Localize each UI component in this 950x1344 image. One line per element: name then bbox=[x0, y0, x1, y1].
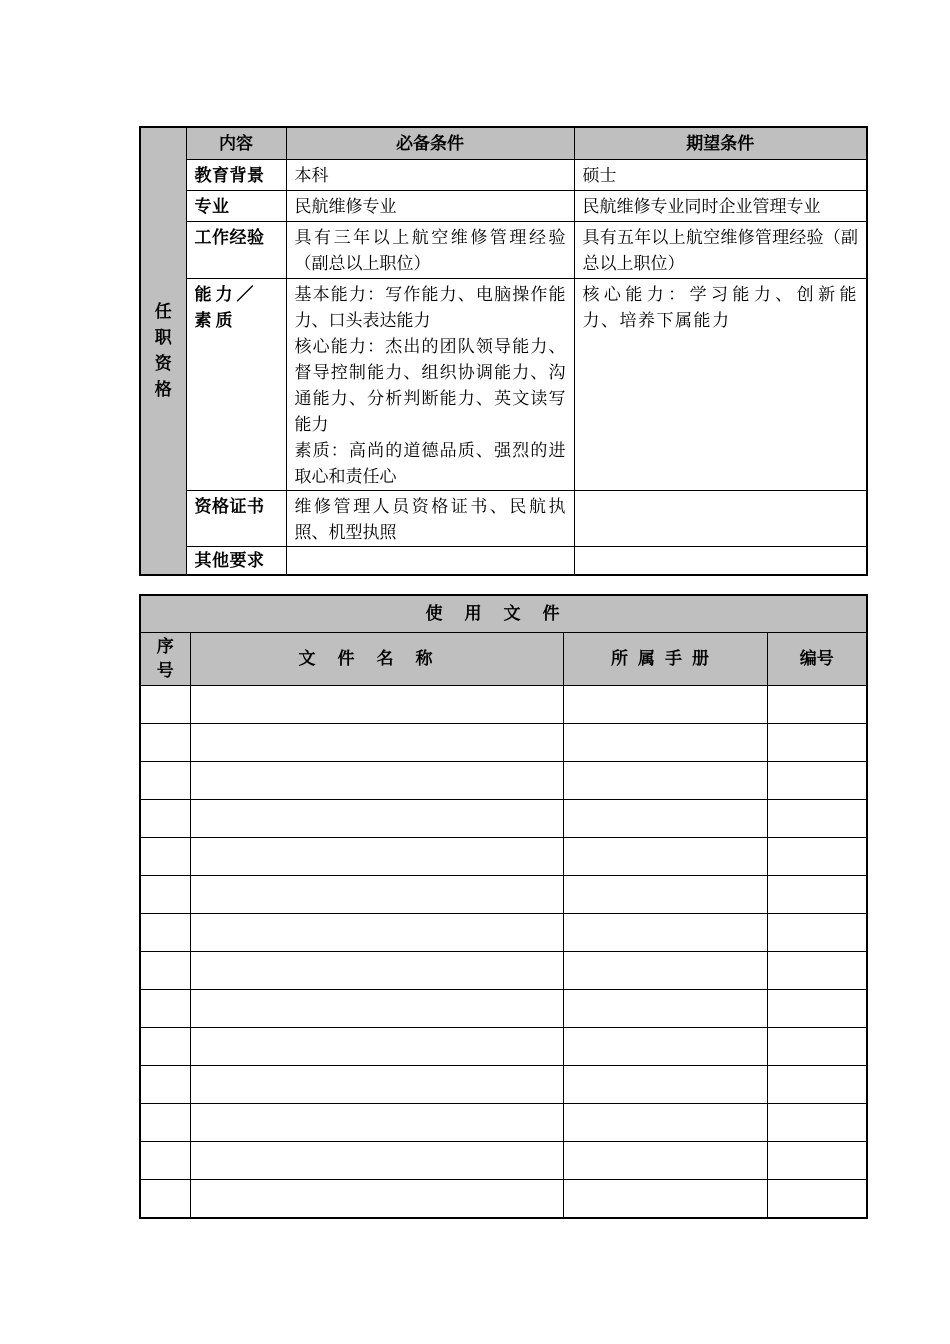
number-cell bbox=[767, 952, 867, 990]
section-label-text: 任 职 资 格 bbox=[154, 302, 172, 400]
row-label: 资格证书 bbox=[186, 491, 286, 547]
row-ability bbox=[140, 279, 867, 491]
name-cell bbox=[190, 762, 563, 800]
row-certificate bbox=[140, 491, 867, 547]
seq-cell bbox=[140, 686, 190, 724]
name-cell bbox=[190, 1142, 563, 1180]
number-cell bbox=[767, 914, 867, 952]
documents-table bbox=[139, 594, 868, 1219]
name-cell bbox=[190, 1066, 563, 1104]
number-cell bbox=[767, 800, 867, 838]
number-cell bbox=[767, 1104, 867, 1142]
document-row bbox=[140, 952, 867, 990]
document-row bbox=[140, 838, 867, 876]
manual-cell bbox=[563, 1180, 767, 1219]
header-expected: 期望条件 bbox=[574, 127, 867, 160]
expected-value bbox=[574, 491, 867, 547]
number-cell bbox=[767, 838, 867, 876]
name-cell bbox=[190, 800, 563, 838]
required-value: 维修管理人员资格证书、民航执照、机型执照 bbox=[286, 491, 574, 547]
header-seq bbox=[140, 633, 190, 686]
row-label: 能力／素质 bbox=[186, 279, 286, 491]
seq-cell bbox=[140, 1180, 190, 1219]
row-label: 工作经验 bbox=[186, 222, 286, 279]
ability-basic: 基本能力：写作能力、电脑操作能力、口头表达能力 bbox=[294, 285, 566, 331]
name-cell bbox=[190, 990, 563, 1028]
document-row bbox=[140, 800, 867, 838]
name-cell bbox=[190, 952, 563, 990]
seq-cell bbox=[140, 952, 190, 990]
documents-body bbox=[140, 686, 867, 1219]
manual-cell bbox=[563, 1142, 767, 1180]
seq-cell bbox=[140, 762, 190, 800]
number-cell bbox=[767, 876, 867, 914]
seq-cell bbox=[140, 724, 190, 762]
ability-quality: 素质：高尚的道德品质、强烈的进取心和责任心 bbox=[294, 441, 566, 487]
header-file-name: 文件名称 bbox=[190, 633, 563, 686]
number-cell bbox=[767, 686, 867, 724]
number-cell bbox=[767, 762, 867, 800]
required-value: 民航维修专业 bbox=[286, 191, 574, 222]
number-cell bbox=[767, 990, 867, 1028]
document-row bbox=[140, 914, 867, 952]
seq-cell bbox=[140, 800, 190, 838]
seq-cell bbox=[140, 1142, 190, 1180]
manual-cell bbox=[563, 990, 767, 1028]
document-row bbox=[140, 876, 867, 914]
document-row bbox=[140, 724, 867, 762]
required-value: 本科 bbox=[286, 160, 574, 191]
header-number: 编号 bbox=[767, 633, 867, 686]
document-row bbox=[140, 1104, 867, 1142]
manual-cell bbox=[563, 1028, 767, 1066]
row-label: 其他要求 bbox=[186, 547, 286, 576]
row-label: 专业 bbox=[186, 191, 286, 222]
row-education bbox=[140, 160, 867, 191]
seq-cell bbox=[140, 876, 190, 914]
manual-cell bbox=[563, 800, 767, 838]
required-value bbox=[286, 547, 574, 576]
manual-cell bbox=[563, 876, 767, 914]
number-cell bbox=[767, 1142, 867, 1180]
manual-cell bbox=[563, 724, 767, 762]
seq-cell bbox=[140, 1104, 190, 1142]
documents-title-row bbox=[140, 595, 867, 633]
header-content: 内容 bbox=[186, 127, 286, 160]
expected-value: 硕士 bbox=[574, 160, 867, 191]
seq-cell bbox=[140, 914, 190, 952]
name-cell bbox=[190, 686, 563, 724]
manual-cell bbox=[563, 686, 767, 724]
manual-cell bbox=[563, 1104, 767, 1142]
number-cell bbox=[767, 1066, 867, 1104]
expected-value: 民航维修专业同时企业管理专业 bbox=[574, 191, 867, 222]
name-cell bbox=[190, 1028, 563, 1066]
documents-title: 使用文件 bbox=[140, 595, 867, 633]
expected-value bbox=[574, 547, 867, 576]
number-cell bbox=[767, 1028, 867, 1066]
header-manual: 所属手册 bbox=[563, 633, 767, 686]
manual-cell bbox=[563, 762, 767, 800]
document-row bbox=[140, 990, 867, 1028]
qualification-header-row bbox=[140, 127, 867, 160]
document-row bbox=[140, 686, 867, 724]
document-row bbox=[140, 1180, 867, 1219]
number-cell bbox=[767, 724, 867, 762]
name-cell bbox=[190, 838, 563, 876]
document-row bbox=[140, 1142, 867, 1180]
header-seq-text: 序 号 bbox=[156, 637, 174, 681]
row-major bbox=[140, 191, 867, 222]
expected-value: 具有五年以上航空维修管理经验（副总以上职位） bbox=[574, 222, 867, 279]
row-label: 教育背景 bbox=[186, 160, 286, 191]
qualification-table bbox=[139, 126, 868, 576]
ability-core: 核心能力：杰出的团队领导能力、督导控制能力、组织协调能力、沟通能力、分析判断能力、英文读写能力 bbox=[294, 337, 566, 435]
seq-cell bbox=[140, 990, 190, 1028]
qualification-section-label bbox=[140, 127, 186, 575]
name-cell bbox=[190, 914, 563, 952]
name-cell bbox=[190, 1180, 563, 1219]
header-required: 必备条件 bbox=[286, 127, 574, 160]
seq-cell bbox=[140, 1028, 190, 1066]
manual-cell bbox=[563, 914, 767, 952]
row-experience bbox=[140, 222, 867, 279]
name-cell bbox=[190, 1104, 563, 1142]
required-value: 具有三年以上航空维修管理经验（副总以上职位） bbox=[286, 222, 574, 279]
number-cell bbox=[767, 1180, 867, 1219]
manual-cell bbox=[563, 1066, 767, 1104]
expected-value: 核心能力：学习能力、创新能力、培养下属能力 bbox=[574, 279, 867, 491]
manual-cell bbox=[563, 838, 767, 876]
documents-header-row bbox=[140, 633, 867, 686]
document-row bbox=[140, 1028, 867, 1066]
seq-cell bbox=[140, 1066, 190, 1104]
name-cell bbox=[190, 724, 563, 762]
manual-cell bbox=[563, 952, 767, 990]
required-value bbox=[286, 279, 574, 491]
document-row bbox=[140, 1066, 867, 1104]
seq-cell bbox=[140, 838, 190, 876]
name-cell bbox=[190, 876, 563, 914]
document-row bbox=[140, 762, 867, 800]
row-other bbox=[140, 547, 867, 576]
